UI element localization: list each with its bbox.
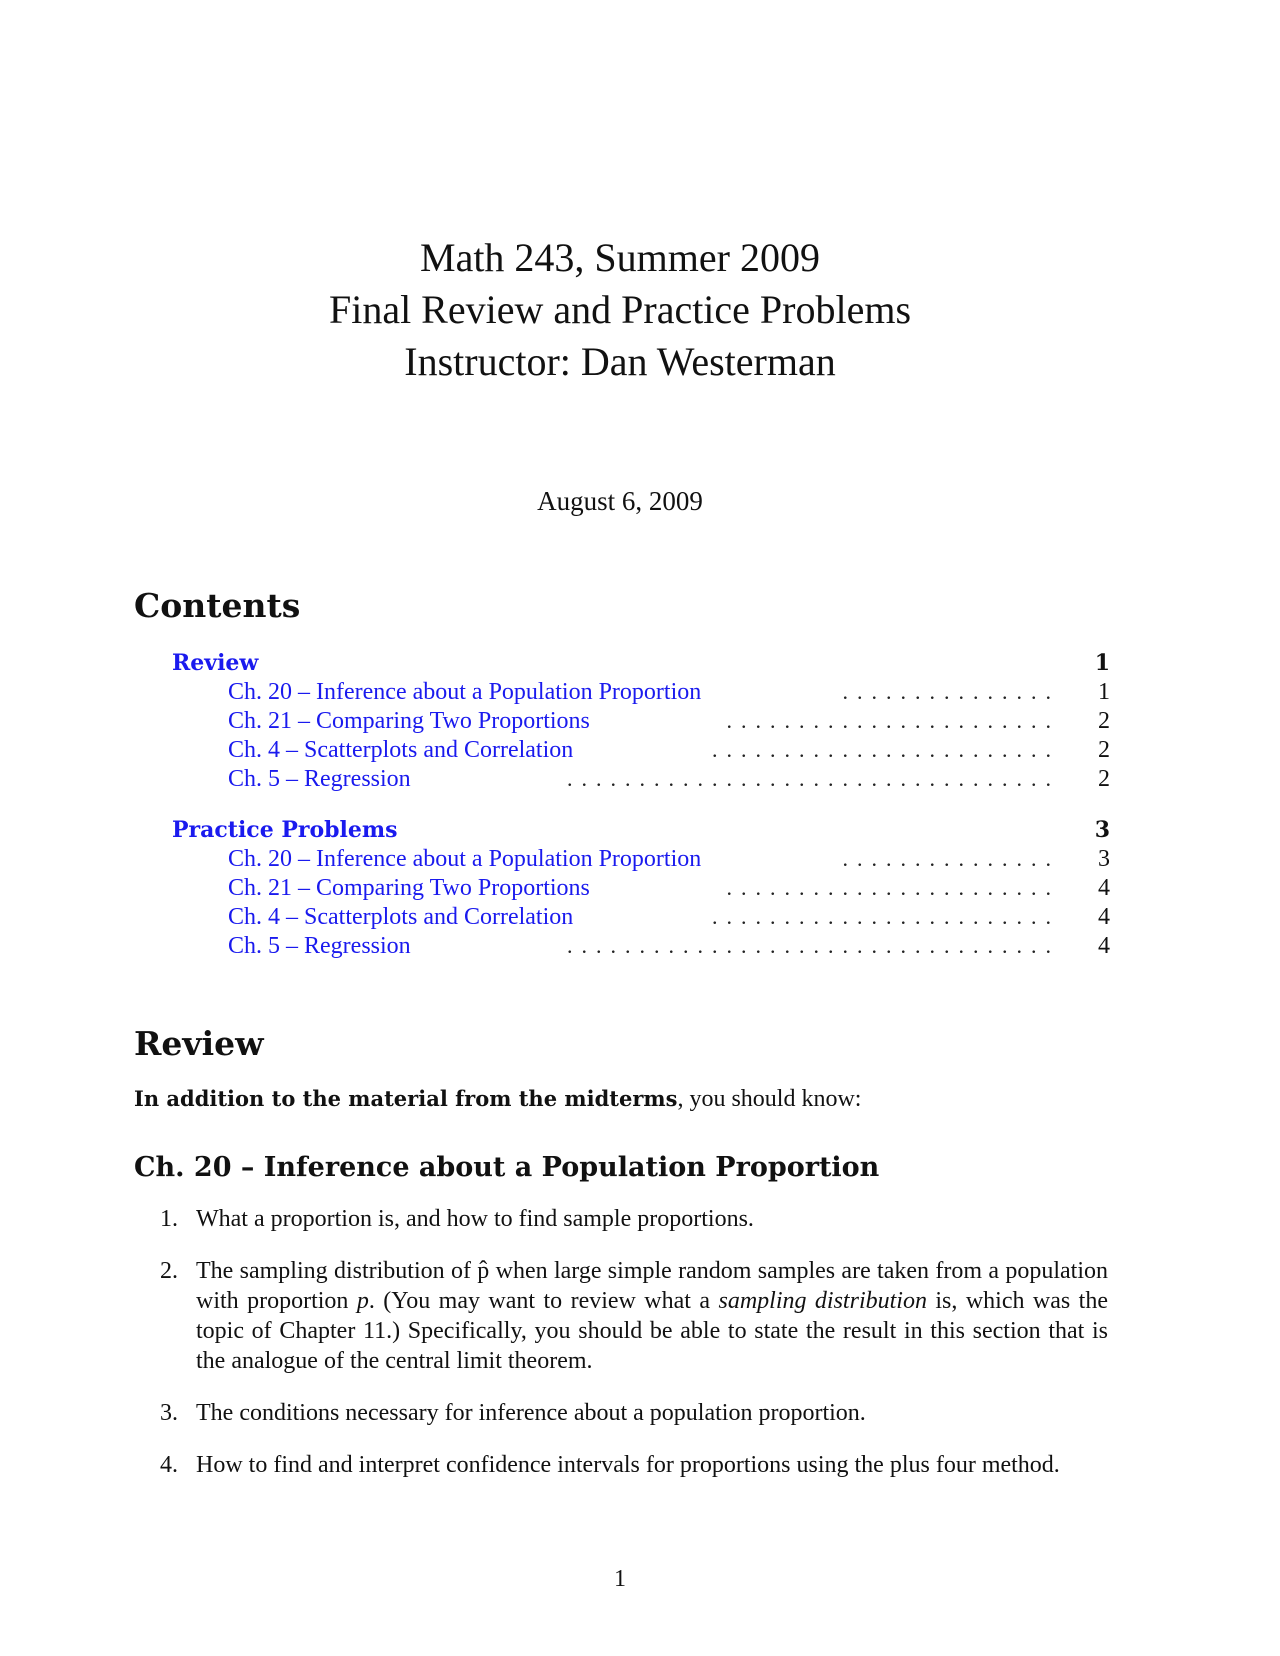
toc-leader-dots: ....................... [726,875,1060,900]
document-title: Final Review and Practice Problems [328,287,912,332]
review-item-list [160,1204,1108,1502]
toc-page-number: 2 [1098,766,1110,792]
course-title: Math 243, Summer 2009 [420,235,820,280]
toc-leader-dots: ........................ [712,904,1060,929]
item-number: 1. [160,1206,178,1232]
toc-section-practice-problems[interactable] [0,817,1280,847]
toc-entry[interactable] [0,766,1280,796]
toc-section-review[interactable] [0,650,1280,680]
toc-entry[interactable] [0,875,1280,905]
toc-entry-label[interactable]: Ch. 4 – Scatterplots and Correlation [228,737,574,763]
toc-page-number: 3 [1094,817,1110,843]
toc-entry-label[interactable]: Ch. 20 – Inference about a Population Proportion [228,679,702,705]
item-number: 3. [160,1400,178,1426]
toc-page-number: 1 [1098,679,1110,705]
intro-bold-text: In addition to the material from the midterms [134,1086,678,1111]
toc-page-number: 4 [1098,875,1110,901]
list-item [160,1256,1108,1376]
toc-leader-dots: ............... [842,846,1060,871]
toc-entry[interactable] [0,737,1280,767]
review-intro [134,1086,861,1113]
toc-entry-label[interactable]: Ch. 5 – Regression [228,766,411,792]
toc-leader-dots: .................................. [567,766,1060,791]
toc-page-number: 3 [1098,846,1110,872]
item-text-c: is, which was the topic of Chapter 11.) Specifically, you should be able to state the result in this section that is the analogue of the central limit theorem. [196,1288,1108,1374]
toc-entry[interactable] [0,708,1280,738]
page-number: 1 [614,1566,626,1592]
item-variable-p: p [356,1288,369,1314]
list-item [160,1204,1108,1234]
item-text: What a proportion is, and how to find sample proportions. [196,1206,754,1232]
item-number: 2. [160,1258,178,1284]
document-date: August 6, 2009 [537,486,703,516]
item-emphasis: sampling distribution [718,1288,927,1314]
toc-page-number: 2 [1098,737,1110,763]
toc-entry-label[interactable]: Ch. 4 – Scatterplots and Correlation [228,904,574,930]
intro-rest-text: , you should know: [677,1086,862,1112]
toc-entry-label[interactable]: Ch. 5 – Regression [228,933,411,959]
toc-page-number: 1 [1094,650,1110,676]
toc-page-number: 2 [1098,708,1110,734]
ch20-heading: Ch. 20 – Inference about a Population Proportion [134,1152,880,1183]
toc-section-label[interactable]: Review [172,650,259,676]
title-block [0,232,1240,388]
review-heading: Review [134,1024,264,1063]
item-text: The conditions necessary for inference about a population proportion. [196,1400,866,1426]
toc-section-label[interactable]: Practice Problems [172,817,398,843]
toc-page-number: 4 [1098,904,1110,930]
item-number: 4. [160,1452,178,1478]
toc-leader-dots: ........................ [712,737,1060,762]
instructor-line: Instructor: Dan Westerman [404,339,836,384]
toc-leader-dots: .................................. [567,933,1060,958]
item-text-b: . (You may want to review what a [368,1288,719,1314]
toc-leader-dots: ............... [842,679,1060,704]
list-item [160,1450,1108,1480]
toc-entry[interactable] [0,846,1280,876]
list-item [160,1398,1108,1428]
toc-entry-label[interactable]: Ch. 21 – Comparing Two Proportions [228,875,590,901]
item-text: How to find and interpret confidence intervals for proportions using the plus four method. [196,1452,1060,1478]
toc-entry[interactable] [0,904,1280,934]
contents-heading: Contents [134,586,301,625]
toc-entry-label[interactable]: Ch. 20 – Inference about a Population Proportion [228,846,702,872]
item-text-a: The sampling distribution of p̂ when large simple random samples are taken from a population with proportion [196,1258,1108,1314]
toc-entry-label[interactable]: Ch. 21 – Comparing Two Proportions [228,708,590,734]
toc-entry[interactable] [0,933,1280,963]
toc-page-number: 4 [1098,933,1110,959]
toc-entry[interactable] [0,679,1280,709]
toc-leader-dots: ....................... [726,708,1060,733]
